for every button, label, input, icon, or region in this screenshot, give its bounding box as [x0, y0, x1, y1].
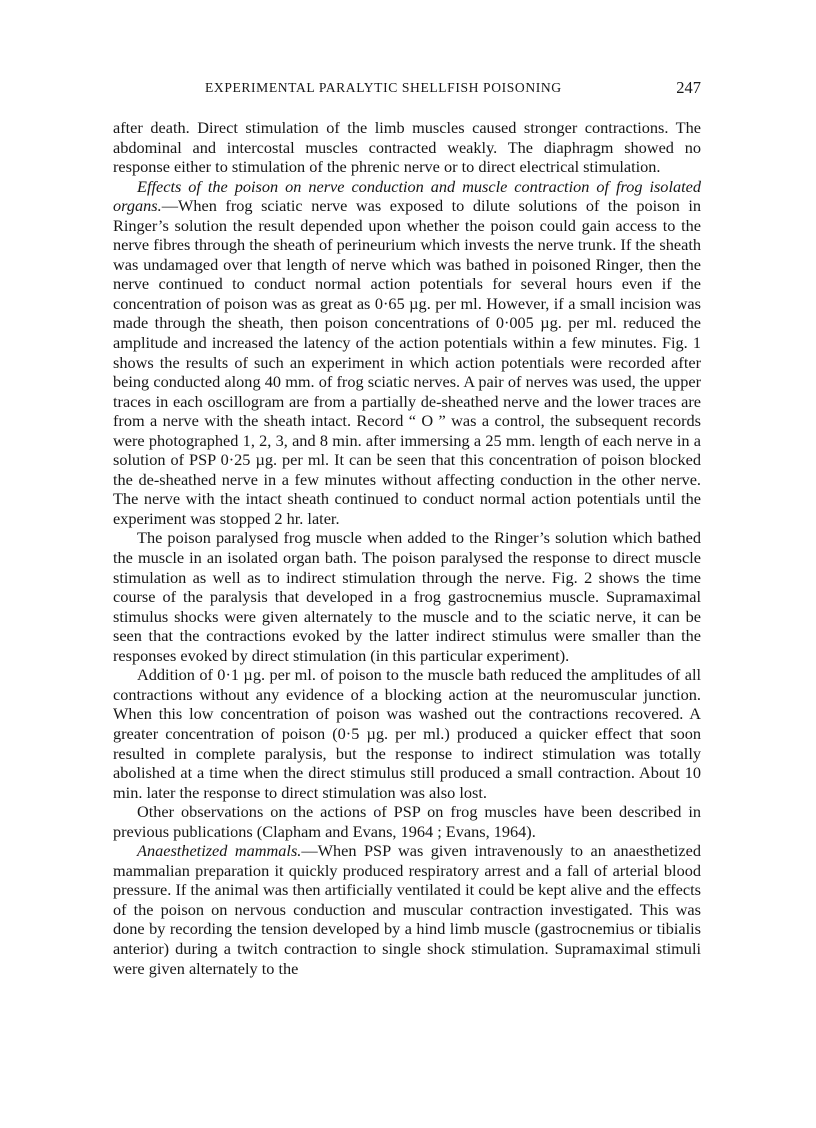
paragraph-previous-publications: Other observations on the actions of PSP on frog muscles have been described in previous publications (Clapham and Evans, 1964 ; Evans, 1964). — [113, 802, 701, 841]
paragraph-text: —When frog sciatic nerve was exposed to dilute solutions of the poison in Ringer’s solution the result depended upon whether the poison could gain access to the nerve fibres through the sheath of perineurium which invests the nerve trunk. If the sheath was undamaged over that length of nerve which was bathed in poisoned Ringer, then the nerve continued to conduct normal action potentials for several hours even if the concentration of poison was as great as 0·65 µg. per ml. However, if a small incision was made through the sheath, then poison concentrations of 0·005 µg. per ml. reduced the amplitude and increased the latency of the action potentials within a few minutes. Fig. 1 shows the results of such an experiment in which action potentials were recorded after being conducted along 40 mm. of frog sciatic nerves. A pair of nerves was used, the upper traces in each oscillogram are from a partially de-sheathed nerve and the lower traces are from a nerve with the sheath intact. Record “ O ” was a control, the subsequent records were photographed 1, 2, 3, and 8 min. after immersing a 25 mm. length of each nerve in a solution of PSP 0·25 µg. per ml. It can be seen that this concentration of poison blocked the de-sheathed nerve in a few minutes without affecting conduction in the other nerve. The nerve with the intact sheath continued to conduct normal action potentials until the experiment was stopped 2 hr. later. — [113, 196, 701, 528]
running-title: EXPERIMENTAL PARALYTIC SHELLFISH POISONING — [205, 80, 562, 95]
paragraph-death-stimulation: after death. Direct stimulation of the limb muscles caused stronger contractions. The abdominal and intercostal muscles contracted weakly. The diaphragm showed no response either to stimulation of the phrenic nerve or to direct electrical stimulation. — [113, 118, 701, 177]
paragraph-text: —When PSP was given intravenously to an anaesthetized mammalian preparation it quickly produced respiratory arrest and a fall of arterial blood pressure. If the animal was then artificially ventilated it could be kept alive and the effects of the poison on nervous conduction and muscular contraction investigated. This was done by recording the tension developed by a hind limb muscle (gastrocnemius or tibialis anterior) during a twitch contraction to single shock stimulation. Supramaximal stimuli were given alternately to the — [113, 841, 701, 978]
paragraph-poison-concentration: Addition of 0·1 µg. per ml. of poison to the muscle bath reduced the amplitudes of all contractions without any evidence of a blocking action at the neuromuscular junction. When this low concentration of poison was washed out the contractions recovered. A greater concentration of poison (0·5 µg. per ml.) produced a quicker effect that soon resulted in complete paralysis, but the response to indirect stimulation was totally abolished at a time when the direct stimulus still produced a small contraction. About 10 min. later the response to direct stimulation was also lost. — [113, 665, 701, 802]
paragraph-anaesthetized-mammals — [113, 841, 701, 978]
section-heading-anaesthetized-mammals: Anaesthetized mammals. — [137, 841, 302, 861]
section-heading-frog-isolated-organs: Effects of the poison on nerve conduction and muscle contraction of frog isolated organs. — [113, 176, 701, 216]
body-text — [113, 118, 701, 978]
page-number: 247 — [676, 78, 701, 97]
paragraph-frog-isolated-organs — [113, 177, 701, 529]
running-head — [113, 78, 701, 100]
paragraph-frog-muscle-paralysis: The poison paralysed frog muscle when added to the Ringer’s solution which bathed the muscle in an isolated organ bath. The poison paralysed the response to direct muscle stimulation as well as to indirect stimulation through the nerve. Fig. 2 shows the time course of the paralysis that developed in a frog gastrocnemius muscle. Supramaximal stimulus shocks were given alternately to the muscle and to the sciatic nerve, it can be seen that the contractions evoked by the latter indirect stimulus were smaller than the responses evoked by direct stimulation (in this particular experiment). — [113, 528, 701, 665]
